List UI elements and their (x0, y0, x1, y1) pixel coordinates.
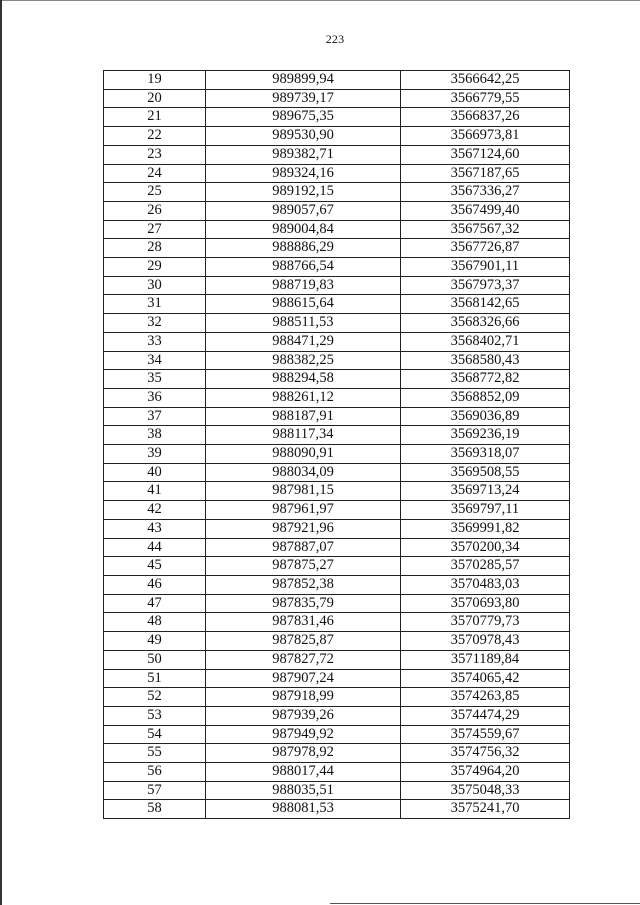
table-row (104, 314, 570, 333)
table-row (104, 763, 570, 782)
y-coordinate-cell: 3569508,55 (401, 463, 570, 482)
table-row (104, 575, 570, 594)
point-number-cell: 34 (104, 351, 206, 370)
page-number: 223 (325, 32, 345, 46)
coordinates-table-body (104, 71, 570, 819)
point-number-cell: 53 (104, 706, 206, 725)
y-coordinate-cell: 3568142,65 (401, 295, 570, 314)
point-number-cell: 50 (104, 650, 206, 669)
x-coordinate-cell: 989192,15 (206, 183, 401, 202)
point-number-cell: 48 (104, 613, 206, 632)
x-coordinate-cell: 988719,83 (206, 276, 401, 295)
x-coordinate-cell: 989530,90 (206, 127, 401, 146)
point-number-cell: 39 (104, 445, 206, 464)
y-coordinate-cell: 3567499,40 (401, 201, 570, 220)
table-row (104, 482, 570, 501)
point-number-cell: 55 (104, 744, 206, 763)
x-coordinate-cell: 987949,92 (206, 725, 401, 744)
y-coordinate-cell: 3574065,42 (401, 669, 570, 688)
table-row (104, 650, 570, 669)
y-coordinate-cell: 3570200,34 (401, 538, 570, 557)
table-row (104, 295, 570, 314)
point-number-cell: 24 (104, 164, 206, 183)
x-coordinate-cell: 987907,24 (206, 669, 401, 688)
point-number-cell: 20 (104, 89, 206, 108)
y-coordinate-cell: 3569797,11 (401, 501, 570, 520)
y-coordinate-cell: 3570483,03 (401, 575, 570, 594)
x-coordinate-cell: 987918,99 (206, 688, 401, 707)
y-coordinate-cell: 3566642,25 (401, 71, 570, 90)
table-row (104, 669, 570, 688)
x-coordinate-cell: 988886,29 (206, 239, 401, 258)
table-row (104, 725, 570, 744)
point-number-cell: 54 (104, 725, 206, 744)
point-number-cell: 30 (104, 276, 206, 295)
point-number-cell: 43 (104, 519, 206, 538)
x-coordinate-cell: 989057,67 (206, 201, 401, 220)
table-row (104, 220, 570, 239)
table-row (104, 706, 570, 725)
y-coordinate-cell: 3569713,24 (401, 482, 570, 501)
y-coordinate-cell: 3566837,26 (401, 108, 570, 127)
y-coordinate-cell: 3567726,87 (401, 239, 570, 258)
x-coordinate-cell: 989324,16 (206, 164, 401, 183)
point-number-cell: 42 (104, 501, 206, 520)
table-row (104, 164, 570, 183)
table-row (104, 688, 570, 707)
table-row (104, 276, 570, 295)
table-row (104, 201, 570, 220)
x-coordinate-cell: 988615,64 (206, 295, 401, 314)
table-row (104, 127, 570, 146)
point-number-cell: 45 (104, 557, 206, 576)
table-row (104, 108, 570, 127)
x-coordinate-cell: 987852,38 (206, 575, 401, 594)
table-row (104, 388, 570, 407)
table-row (104, 445, 570, 464)
table-row (104, 594, 570, 613)
table-row (104, 781, 570, 800)
y-coordinate-cell: 3567187,65 (401, 164, 570, 183)
y-coordinate-cell: 3574263,85 (401, 688, 570, 707)
y-coordinate-cell: 3568852,09 (401, 388, 570, 407)
point-number-cell: 31 (104, 295, 206, 314)
point-number-cell: 51 (104, 669, 206, 688)
y-coordinate-cell: 3566779,55 (401, 89, 570, 108)
x-coordinate-cell: 988035,51 (206, 781, 401, 800)
y-coordinate-cell: 3570285,57 (401, 557, 570, 576)
point-number-cell: 19 (104, 71, 206, 90)
point-number-cell: 56 (104, 763, 206, 782)
y-coordinate-cell: 3567973,37 (401, 276, 570, 295)
point-number-cell: 33 (104, 332, 206, 351)
point-number-cell: 36 (104, 388, 206, 407)
point-number-cell: 28 (104, 239, 206, 258)
x-coordinate-cell: 989382,71 (206, 145, 401, 164)
y-coordinate-cell: 3569318,07 (401, 445, 570, 464)
x-coordinate-cell: 989675,35 (206, 108, 401, 127)
point-number-cell: 57 (104, 781, 206, 800)
point-number-cell: 35 (104, 370, 206, 389)
table-row (104, 239, 570, 258)
x-coordinate-cell: 988034,09 (206, 463, 401, 482)
point-number-cell: 46 (104, 575, 206, 594)
y-coordinate-cell: 3567567,32 (401, 220, 570, 239)
table-row (104, 538, 570, 557)
scan-left-edge (0, 0, 2, 905)
point-number-cell: 38 (104, 426, 206, 445)
point-number-cell: 23 (104, 145, 206, 164)
table-row (104, 71, 570, 90)
point-number-cell: 32 (104, 314, 206, 333)
table-row (104, 800, 570, 819)
x-coordinate-cell: 989899,94 (206, 71, 401, 90)
table-row (104, 613, 570, 632)
point-number-cell: 47 (104, 594, 206, 613)
x-coordinate-cell: 987921,96 (206, 519, 401, 538)
table-row (104, 407, 570, 426)
y-coordinate-cell: 3568580,43 (401, 351, 570, 370)
y-coordinate-cell: 3574474,29 (401, 706, 570, 725)
table-row (104, 463, 570, 482)
x-coordinate-cell: 988471,29 (206, 332, 401, 351)
y-coordinate-cell: 3568402,71 (401, 332, 570, 351)
y-coordinate-cell: 3570978,43 (401, 632, 570, 651)
x-coordinate-cell: 987875,27 (206, 557, 401, 576)
x-coordinate-cell: 988261,12 (206, 388, 401, 407)
point-number-cell: 49 (104, 632, 206, 651)
point-number-cell: 27 (104, 220, 206, 239)
table-row (104, 744, 570, 763)
x-coordinate-cell: 988766,54 (206, 258, 401, 277)
point-number-cell: 52 (104, 688, 206, 707)
y-coordinate-cell: 3566973,81 (401, 127, 570, 146)
coordinates-table (103, 70, 570, 819)
x-coordinate-cell: 987887,07 (206, 538, 401, 557)
table-row (104, 557, 570, 576)
y-coordinate-cell: 3569236,19 (401, 426, 570, 445)
table-row (104, 370, 570, 389)
x-coordinate-cell: 988511,53 (206, 314, 401, 333)
point-number-cell: 22 (104, 127, 206, 146)
point-number-cell: 58 (104, 800, 206, 819)
x-coordinate-cell: 987939,26 (206, 706, 401, 725)
y-coordinate-cell: 3567901,11 (401, 258, 570, 277)
y-coordinate-cell: 3569036,89 (401, 407, 570, 426)
y-coordinate-cell: 3570779,73 (401, 613, 570, 632)
point-number-cell: 37 (104, 407, 206, 426)
y-coordinate-cell: 3574559,67 (401, 725, 570, 744)
point-number-cell: 40 (104, 463, 206, 482)
x-coordinate-cell: 988382,25 (206, 351, 401, 370)
x-coordinate-cell: 988090,91 (206, 445, 401, 464)
scan-top-edge (0, 0, 640, 1)
table-row (104, 89, 570, 108)
scan-bottom-edge (330, 903, 640, 904)
table-row (104, 351, 570, 370)
point-number-cell: 41 (104, 482, 206, 501)
x-coordinate-cell: 988117,34 (206, 426, 401, 445)
y-coordinate-cell: 3567336,27 (401, 183, 570, 202)
table-row (104, 519, 570, 538)
y-coordinate-cell: 3568326,66 (401, 314, 570, 333)
x-coordinate-cell: 987827,72 (206, 650, 401, 669)
y-coordinate-cell: 3570693,80 (401, 594, 570, 613)
point-number-cell: 29 (104, 258, 206, 277)
x-coordinate-cell: 989004,84 (206, 220, 401, 239)
table-row (104, 332, 570, 351)
point-number-cell: 21 (104, 108, 206, 127)
y-coordinate-cell: 3567124,60 (401, 145, 570, 164)
x-coordinate-cell: 987831,46 (206, 613, 401, 632)
x-coordinate-cell: 987825,87 (206, 632, 401, 651)
table-row (104, 258, 570, 277)
x-coordinate-cell: 987981,15 (206, 482, 401, 501)
point-number-cell: 26 (104, 201, 206, 220)
x-coordinate-cell: 988081,53 (206, 800, 401, 819)
x-coordinate-cell: 987978,92 (206, 744, 401, 763)
x-coordinate-cell: 988017,44 (206, 763, 401, 782)
point-number-cell: 25 (104, 183, 206, 202)
y-coordinate-cell: 3568772,82 (401, 370, 570, 389)
table-row (104, 426, 570, 445)
y-coordinate-cell: 3569991,82 (401, 519, 570, 538)
y-coordinate-cell: 3574756,32 (401, 744, 570, 763)
y-coordinate-cell: 3574964,20 (401, 763, 570, 782)
y-coordinate-cell: 3571189,84 (401, 650, 570, 669)
y-coordinate-cell: 3575048,33 (401, 781, 570, 800)
x-coordinate-cell: 988187,91 (206, 407, 401, 426)
x-coordinate-cell: 987835,79 (206, 594, 401, 613)
table-row (104, 145, 570, 164)
x-coordinate-cell: 989739,17 (206, 89, 401, 108)
x-coordinate-cell: 987961,97 (206, 501, 401, 520)
point-number-cell: 44 (104, 538, 206, 557)
y-coordinate-cell: 3575241,70 (401, 800, 570, 819)
table-row (104, 501, 570, 520)
table-row (104, 632, 570, 651)
table-row (104, 183, 570, 202)
x-coordinate-cell: 988294,58 (206, 370, 401, 389)
